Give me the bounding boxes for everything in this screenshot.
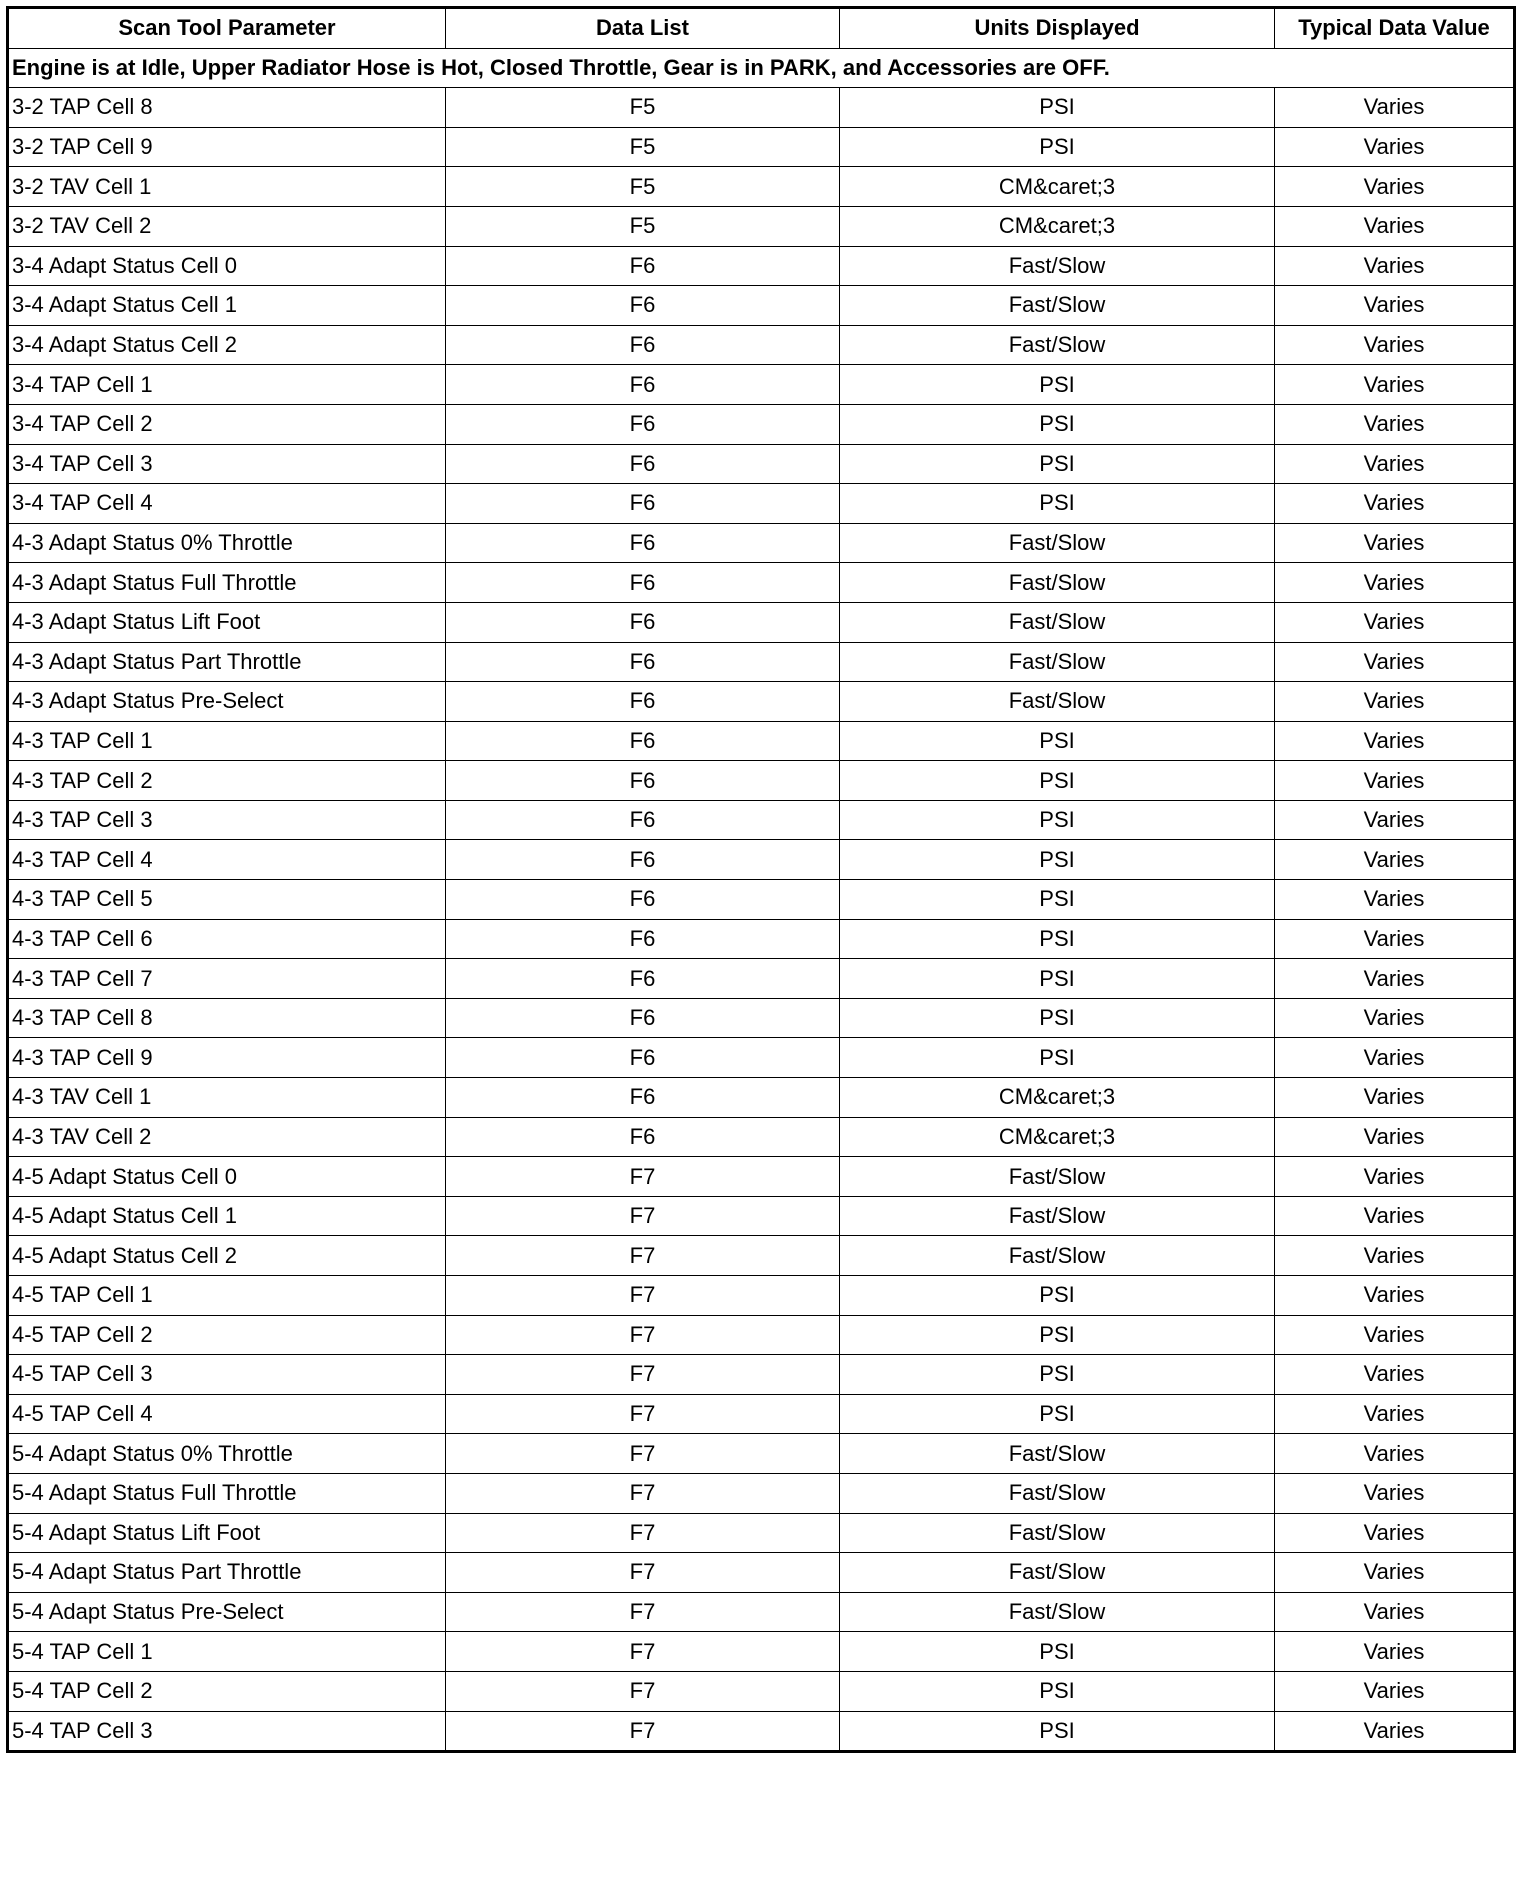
data-list-cell: F6: [446, 959, 840, 999]
table-row: [8, 286, 1515, 326]
typical-value-cell: Varies: [1275, 365, 1515, 405]
parameter-cell: 4-3 TAP Cell 3: [8, 800, 446, 840]
data-list-cell: F7: [446, 1711, 840, 1752]
data-list-cell: F6: [446, 286, 840, 326]
parameter-cell: 3-4 Adapt Status Cell 2: [8, 325, 446, 365]
table-row: [8, 1157, 1515, 1197]
data-list-cell: F5: [446, 127, 840, 167]
table-row: [8, 1038, 1515, 1078]
units-cell: Fast/Slow: [840, 563, 1275, 603]
table-row: [8, 642, 1515, 682]
data-list-cell: F6: [446, 840, 840, 880]
typical-value-cell: Varies: [1275, 246, 1515, 286]
data-list-cell: F7: [446, 1632, 840, 1672]
units-cell: PSI: [840, 444, 1275, 484]
table-row: [8, 721, 1515, 761]
parameter-cell: 5-4 TAP Cell 1: [8, 1632, 446, 1672]
table-row: [8, 1434, 1515, 1474]
parameter-cell: 3-2 TAV Cell 1: [8, 167, 446, 207]
table-row: [8, 365, 1515, 405]
parameter-cell: 4-5 TAP Cell 2: [8, 1315, 446, 1355]
typical-value-cell: Varies: [1275, 1592, 1515, 1632]
parameter-cell: 4-5 TAP Cell 4: [8, 1394, 446, 1434]
table-row: [8, 1276, 1515, 1316]
typical-value-cell: Varies: [1275, 1434, 1515, 1474]
data-list-cell: F6: [446, 721, 840, 761]
table-row: [8, 602, 1515, 642]
table-row: [8, 563, 1515, 603]
data-list-cell: F7: [446, 1434, 840, 1474]
data-list-cell: F7: [446, 1671, 840, 1711]
data-list-cell: F7: [446, 1196, 840, 1236]
parameter-cell: 5-4 Adapt Status Pre-Select: [8, 1592, 446, 1632]
typical-value-cell: Varies: [1275, 167, 1515, 207]
units-cell: Fast/Slow: [840, 246, 1275, 286]
data-list-cell: F6: [446, 682, 840, 722]
parameter-cell: 4-3 TAP Cell 5: [8, 880, 446, 920]
scan-tool-data-table: [6, 6, 1516, 1753]
parameter-cell: 4-3 TAP Cell 4: [8, 840, 446, 880]
typical-value-cell: Varies: [1275, 1038, 1515, 1078]
table-row: [8, 959, 1515, 999]
typical-value-cell: Varies: [1275, 1513, 1515, 1553]
data-list-cell: F7: [446, 1394, 840, 1434]
units-cell: CM&caret;3: [840, 1117, 1275, 1157]
typical-value-cell: Varies: [1275, 1553, 1515, 1593]
data-list-cell: F7: [446, 1355, 840, 1395]
typical-value-cell: Varies: [1275, 1315, 1515, 1355]
table-row: [8, 1671, 1515, 1711]
parameter-cell: 3-4 TAP Cell 3: [8, 444, 446, 484]
typical-value-cell: Varies: [1275, 1711, 1515, 1752]
data-list-cell: F7: [446, 1157, 840, 1197]
typical-value-cell: Varies: [1275, 840, 1515, 880]
typical-value-cell: Varies: [1275, 1276, 1515, 1316]
table-row: [8, 840, 1515, 880]
data-list-cell: F7: [446, 1592, 840, 1632]
typical-value-cell: Varies: [1275, 1632, 1515, 1672]
data-list-cell: F6: [446, 1038, 840, 1078]
typical-value-cell: Varies: [1275, 1078, 1515, 1118]
header-typical-data-value: Typical Data Value: [1275, 8, 1515, 49]
units-cell: PSI: [840, 1632, 1275, 1672]
table-row: [8, 1513, 1515, 1553]
table-row: [8, 800, 1515, 840]
units-cell: Fast/Slow: [840, 523, 1275, 563]
table-row: [8, 1394, 1515, 1434]
units-cell: PSI: [840, 800, 1275, 840]
parameter-cell: 4-3 TAP Cell 8: [8, 998, 446, 1038]
units-cell: Fast/Slow: [840, 1592, 1275, 1632]
parameter-cell: 4-3 TAP Cell 9: [8, 1038, 446, 1078]
units-cell: CM&caret;3: [840, 206, 1275, 246]
units-cell: Fast/Slow: [840, 1434, 1275, 1474]
table-row: [8, 484, 1515, 524]
table-row: [8, 404, 1515, 444]
parameter-cell: 4-3 Adapt Status Pre-Select: [8, 682, 446, 722]
table-row: [8, 1592, 1515, 1632]
units-cell: PSI: [840, 761, 1275, 801]
data-list-cell: F6: [446, 563, 840, 603]
typical-value-cell: Varies: [1275, 286, 1515, 326]
parameter-cell: 4-5 TAP Cell 1: [8, 1276, 446, 1316]
units-cell: Fast/Slow: [840, 682, 1275, 722]
table-row: [8, 761, 1515, 801]
typical-value-cell: Varies: [1275, 919, 1515, 959]
typical-value-cell: Varies: [1275, 444, 1515, 484]
parameter-cell: 4-3 Adapt Status 0% Throttle: [8, 523, 446, 563]
units-cell: CM&caret;3: [840, 1078, 1275, 1118]
table-row: [8, 167, 1515, 207]
typical-value-cell: Varies: [1275, 88, 1515, 128]
parameter-cell: 3-2 TAP Cell 8: [8, 88, 446, 128]
units-cell: PSI: [840, 880, 1275, 920]
units-cell: PSI: [840, 840, 1275, 880]
table-row: [8, 127, 1515, 167]
table-row: [8, 1117, 1515, 1157]
typical-value-cell: Varies: [1275, 1117, 1515, 1157]
parameter-cell: 3-2 TAV Cell 2: [8, 206, 446, 246]
parameter-cell: 4-3 Adapt Status Part Throttle: [8, 642, 446, 682]
parameter-cell: 4-5 Adapt Status Cell 0: [8, 1157, 446, 1197]
table-row: [8, 998, 1515, 1038]
typical-value-cell: Varies: [1275, 1394, 1515, 1434]
table-row: [8, 919, 1515, 959]
table-row: [8, 325, 1515, 365]
data-list-cell: F6: [446, 246, 840, 286]
typical-value-cell: Varies: [1275, 484, 1515, 524]
units-cell: Fast/Slow: [840, 1157, 1275, 1197]
data-list-cell: F6: [446, 998, 840, 1038]
parameter-cell: 4-3 TAV Cell 2: [8, 1117, 446, 1157]
units-cell: PSI: [840, 127, 1275, 167]
data-list-cell: F6: [446, 919, 840, 959]
parameter-cell: 4-3 TAP Cell 1: [8, 721, 446, 761]
data-list-cell: F7: [446, 1553, 840, 1593]
parameter-cell: 4-3 TAP Cell 6: [8, 919, 446, 959]
typical-value-cell: Varies: [1275, 404, 1515, 444]
units-cell: PSI: [840, 721, 1275, 761]
table-row: [8, 246, 1515, 286]
parameter-cell: 3-4 TAP Cell 4: [8, 484, 446, 524]
parameter-cell: 4-3 TAV Cell 1: [8, 1078, 446, 1118]
typical-value-cell: Varies: [1275, 602, 1515, 642]
typical-value-cell: Varies: [1275, 642, 1515, 682]
units-cell: PSI: [840, 1711, 1275, 1752]
typical-value-cell: Varies: [1275, 523, 1515, 563]
typical-value-cell: Varies: [1275, 761, 1515, 801]
table-row: [8, 1236, 1515, 1276]
typical-value-cell: Varies: [1275, 1196, 1515, 1236]
data-list-cell: F7: [446, 1236, 840, 1276]
data-list-cell: F6: [446, 1117, 840, 1157]
parameter-cell: 5-4 TAP Cell 3: [8, 1711, 446, 1752]
units-cell: PSI: [840, 1038, 1275, 1078]
units-cell: Fast/Slow: [840, 1553, 1275, 1593]
units-cell: Fast/Slow: [840, 1513, 1275, 1553]
table-row: [8, 1078, 1515, 1118]
units-cell: Fast/Slow: [840, 1196, 1275, 1236]
typical-value-cell: Varies: [1275, 127, 1515, 167]
units-cell: CM&caret;3: [840, 167, 1275, 207]
parameter-cell: 3-4 Adapt Status Cell 0: [8, 246, 446, 286]
table-row: [8, 1553, 1515, 1593]
units-cell: PSI: [840, 919, 1275, 959]
typical-value-cell: Varies: [1275, 721, 1515, 761]
units-cell: PSI: [840, 1671, 1275, 1711]
typical-value-cell: Varies: [1275, 206, 1515, 246]
typical-value-cell: Varies: [1275, 800, 1515, 840]
parameter-cell: 4-3 Adapt Status Full Throttle: [8, 563, 446, 603]
data-list-cell: F6: [446, 523, 840, 563]
typical-value-cell: Varies: [1275, 998, 1515, 1038]
parameter-cell: 3-4 TAP Cell 1: [8, 365, 446, 405]
header-data-list: Data List: [446, 8, 840, 49]
table-row: [8, 1196, 1515, 1236]
typical-value-cell: Varies: [1275, 1671, 1515, 1711]
parameter-cell: 5-4 Adapt Status Part Throttle: [8, 1553, 446, 1593]
units-cell: PSI: [840, 484, 1275, 524]
units-cell: PSI: [840, 88, 1275, 128]
header-units-displayed: Units Displayed: [840, 8, 1275, 49]
data-list-cell: F6: [446, 602, 840, 642]
typical-value-cell: Varies: [1275, 959, 1515, 999]
data-list-cell: F6: [446, 761, 840, 801]
data-list-cell: F7: [446, 1276, 840, 1316]
data-list-cell: F6: [446, 444, 840, 484]
typical-value-cell: Varies: [1275, 1473, 1515, 1513]
units-cell: Fast/Slow: [840, 325, 1275, 365]
units-cell: Fast/Slow: [840, 286, 1275, 326]
condition-row: [8, 48, 1515, 88]
table-row: [8, 1632, 1515, 1672]
data-list-cell: F5: [446, 167, 840, 207]
parameter-cell: 5-4 TAP Cell 2: [8, 1671, 446, 1711]
units-cell: Fast/Slow: [840, 1236, 1275, 1276]
parameter-cell: 4-3 TAP Cell 7: [8, 959, 446, 999]
data-list-cell: F6: [446, 642, 840, 682]
parameter-cell: 3-2 TAP Cell 9: [8, 127, 446, 167]
units-cell: PSI: [840, 959, 1275, 999]
table-row: [8, 523, 1515, 563]
typical-value-cell: Varies: [1275, 1157, 1515, 1197]
table-row: [8, 1355, 1515, 1395]
units-cell: PSI: [840, 1276, 1275, 1316]
typical-value-cell: Varies: [1275, 1236, 1515, 1276]
units-cell: PSI: [840, 998, 1275, 1038]
typical-value-cell: Varies: [1275, 682, 1515, 722]
data-list-cell: F5: [446, 88, 840, 128]
table-row: [8, 206, 1515, 246]
table-row: [8, 1315, 1515, 1355]
data-list-cell: F6: [446, 365, 840, 405]
parameter-cell: 5-4 Adapt Status Lift Foot: [8, 1513, 446, 1553]
data-list-cell: F6: [446, 404, 840, 444]
data-list-cell: F6: [446, 325, 840, 365]
parameter-cell: 4-5 Adapt Status Cell 2: [8, 1236, 446, 1276]
data-list-cell: F5: [446, 206, 840, 246]
units-cell: PSI: [840, 365, 1275, 405]
units-cell: Fast/Slow: [840, 642, 1275, 682]
parameter-cell: 4-5 TAP Cell 3: [8, 1355, 446, 1395]
parameter-cell: 4-3 TAP Cell 2: [8, 761, 446, 801]
table-row: [8, 1473, 1515, 1513]
units-cell: PSI: [840, 404, 1275, 444]
data-list-cell: F7: [446, 1315, 840, 1355]
parameter-cell: 5-4 Adapt Status Full Throttle: [8, 1473, 446, 1513]
data-list-cell: F7: [446, 1473, 840, 1513]
units-cell: Fast/Slow: [840, 1473, 1275, 1513]
data-list-cell: F6: [446, 1078, 840, 1118]
parameter-cell: 4-3 Adapt Status Lift Foot: [8, 602, 446, 642]
condition-text: Engine is at Idle, Upper Radiator Hose is Hot, Closed Throttle, Gear is in PARK, and Accessories are OFF.: [8, 48, 1515, 88]
table-row: [8, 880, 1515, 920]
units-cell: PSI: [840, 1355, 1275, 1395]
table-row: [8, 88, 1515, 128]
parameter-cell: 5-4 Adapt Status 0% Throttle: [8, 1434, 446, 1474]
typical-value-cell: Varies: [1275, 880, 1515, 920]
units-cell: PSI: [840, 1315, 1275, 1355]
units-cell: PSI: [840, 1394, 1275, 1434]
typical-value-cell: Varies: [1275, 325, 1515, 365]
typical-value-cell: Varies: [1275, 563, 1515, 603]
data-list-cell: F6: [446, 880, 840, 920]
parameter-cell: 3-4 Adapt Status Cell 1: [8, 286, 446, 326]
header-row: [8, 8, 1515, 49]
units-cell: Fast/Slow: [840, 602, 1275, 642]
data-list-cell: F6: [446, 484, 840, 524]
table-row: [8, 682, 1515, 722]
table-row: [8, 444, 1515, 484]
header-scan-tool-parameter: Scan Tool Parameter: [8, 8, 446, 49]
table-row: [8, 1711, 1515, 1752]
parameter-cell: 3-4 TAP Cell 2: [8, 404, 446, 444]
data-list-cell: F7: [446, 1513, 840, 1553]
typical-value-cell: Varies: [1275, 1355, 1515, 1395]
data-list-cell: F6: [446, 800, 840, 840]
parameter-cell: 4-5 Adapt Status Cell 1: [8, 1196, 446, 1236]
